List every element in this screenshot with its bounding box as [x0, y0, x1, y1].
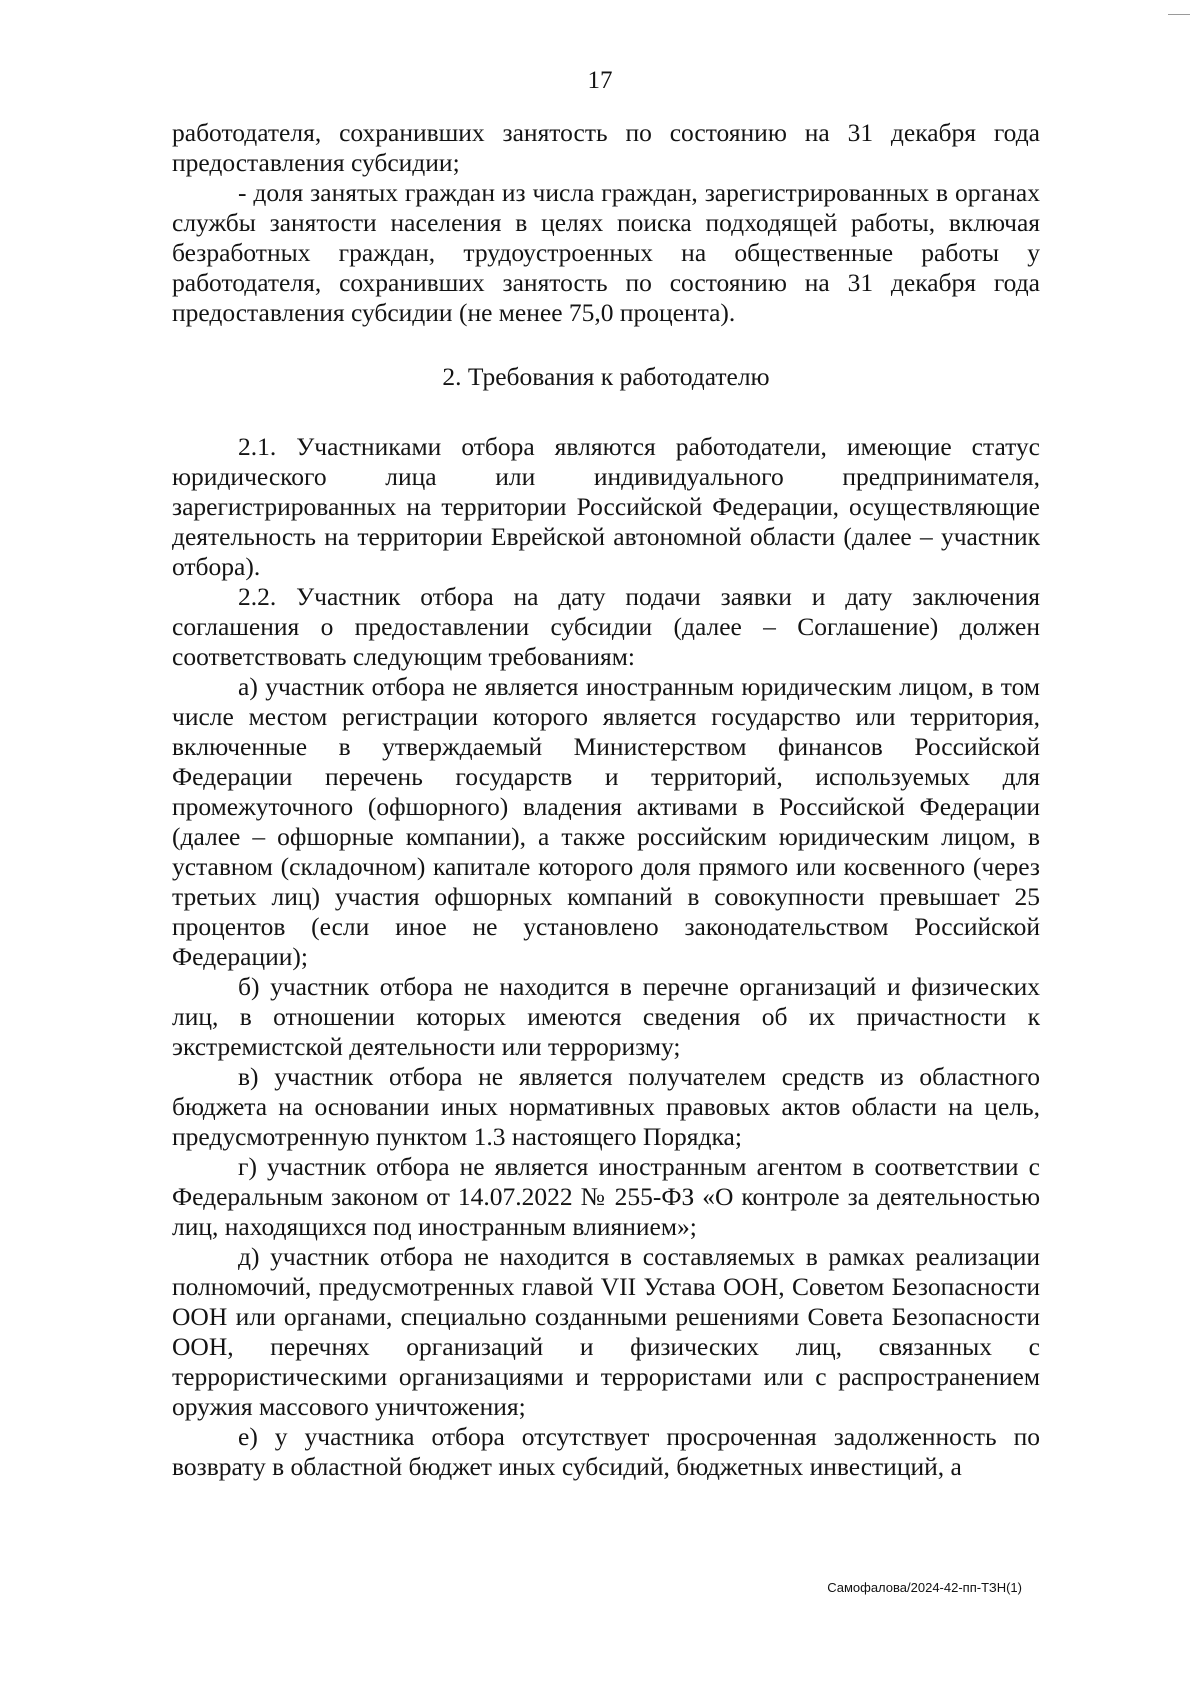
paragraph-item-b: б) участник отбора не находится в перечне организаций и физических лиц, в отношении которых имеются сведения об их причастности к экстремистской деятельности или терроризму; — [172, 972, 1040, 1061]
paragraph-item-g: г) участник отбора не является иностранным агентом в соответствии с Федеральным законом от 14.07.2022 № 255-ФЗ «О контроле за деятельностью лиц, находящихся под иностранным влиянием»; — [172, 1152, 1040, 1241]
corner-scan-mark — [1168, 14, 1190, 15]
paragraph-item-d: д) участник отбора не находится в составляемых в рамках реализации полномочий, предусмотренных главой VII Устава ООН, Советом Безопасности ООН или органами, специально созданными решениями Совета Безопасности ООН, перечнях организаций и физических лиц, связанных с террористическими организациями и террористами или с распространением оружия массового уничтожения; — [172, 1242, 1040, 1421]
footer-document-code: Самофалова/2024-42-пп-ТЗН(1) — [827, 1580, 1022, 1595]
section-heading: 2. Требования к работодателю — [442, 362, 770, 391]
paragraph-2-1: 2.1. Участниками отбора являются работодатели, имеющие статус юридического лица или индивидуального предпринимателя, зарегистрированных на территории Российской Федерации, осуществляющие деятельность на территории Еврейской автономной области (далее – участник отбора). — [172, 432, 1040, 581]
paragraph-employment-share: - доля занятых граждан из числа граждан, зарегистрированных в органах службы занятости населения в целях поиска подходящей работы, включая безработных граждан, трудоустроенных на общественные работы у работодателя, сохранивших занятость по состоянию на 31 декабря года предоставления субсидии (не менее 75,0 процента). — [172, 178, 1040, 327]
paragraph-item-a: а) участник отбора не является иностранным юридическим лицом, в том числе местом регистрации которого является государство или территория, включенные в утверждаемый Министерством финансов Российской Федерации перечень государств и территорий, используемых для промежуточного (офшорного) владения активами в Российской Федерации (далее – офшорные компании), а также российским юридическим лицом, в уставном (складочном) капитале которого доля прямого или косвенного (через третьих лиц) участия офшорных компаний в совокупности превышает 25 процентов (если иное не установлено законодательством Российской Федерации); — [172, 672, 1040, 971]
paragraph-item-v: в) участник отбора не является получателем средств из областного бюджета на основании иных нормативных правовых актов области на цель, предусмотренную пунктом 1.3 настоящего Порядка; — [172, 1062, 1040, 1151]
document-body — [172, 118, 1040, 1482]
paragraph-item-e: е) у участника отбора отсутствует просроченная задолженность по возврату в областной бюджет иных субсидий, бюджетных инвестиций, а — [172, 1422, 1040, 1481]
paragraph-2-2: 2.2. Участник отбора на дату подачи заявки и дату заключения соглашения о предоставлении субсидии (далее – Соглашение) должен соответствовать следующим требованиям: — [172, 582, 1040, 671]
paragraph-continuation: работодателя, сохранивших занятость по состоянию на 31 декабря года предоставления субсидии; — [172, 118, 1040, 177]
page-number: 17 — [587, 67, 613, 94]
